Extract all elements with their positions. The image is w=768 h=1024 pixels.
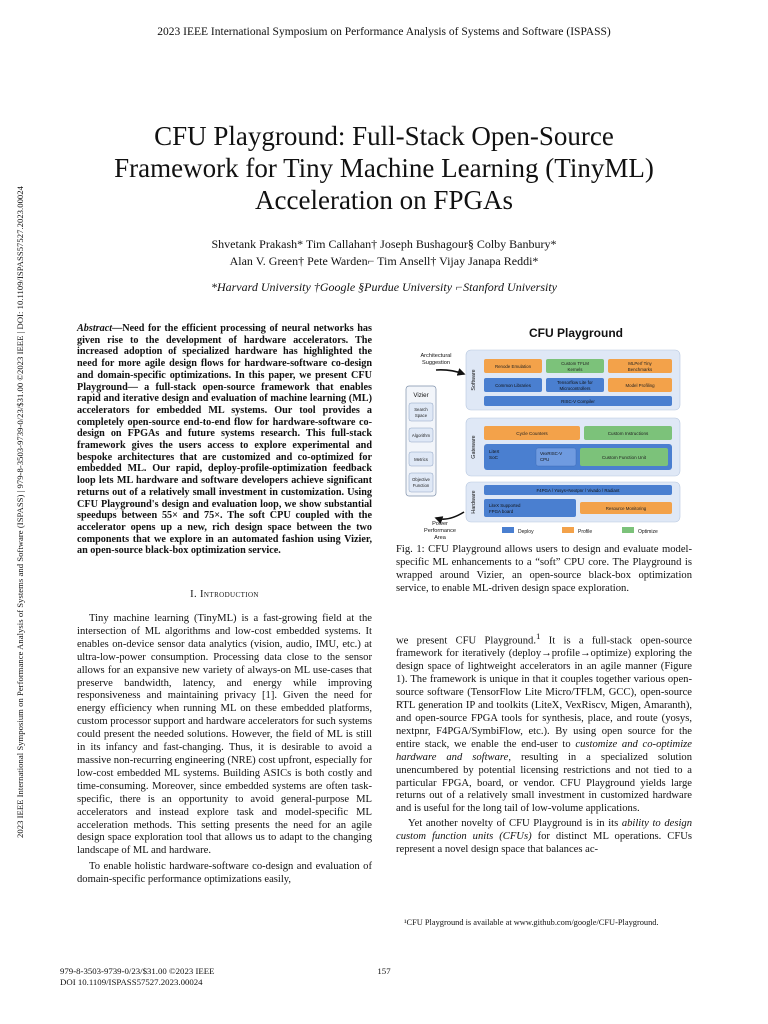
tflm-kernels-line-2: Kernels <box>567 367 583 372</box>
legend-swatch-profile <box>562 527 574 533</box>
model-profiling-label: Model Profiling <box>625 383 655 388</box>
abstract-lead: Abstract <box>77 323 113 334</box>
title-line-2: Framework for Tiny Machine Learning (TinyML) <box>114 153 654 183</box>
affiliations: *Harvard University †Google §Purdue University ⌐Stanford University <box>210 280 558 294</box>
intro-right-p2-emphasis: ability to design custom function units (CFUs) <box>396 818 692 843</box>
legend-swatch-deploy <box>502 527 514 533</box>
page-number: 157 <box>377 966 391 976</box>
intro-right-paragraph-1 <box>396 630 692 816</box>
legend-label-optimize: Optimize <box>638 529 658 535</box>
footnote-ref-1: 1 <box>535 631 541 641</box>
tflite-line-1: Tensorflow Lite for <box>557 380 593 385</box>
section-heading-introduction: I. Introduction <box>190 589 259 600</box>
litex-board-line-2: FPGA board <box>489 509 514 514</box>
vizier-algorithm-label: Algorithm <box>411 433 431 438</box>
figure-1-diagram <box>396 322 692 544</box>
vizier-search-space-line-1: Search <box>414 407 428 412</box>
figure-1 <box>396 322 692 544</box>
intro-right-column <box>396 630 692 859</box>
intro-paragraph-2: To enable holistic hardware-software co-design and evaluation of domain-specific performance optimizations easily, <box>77 861 372 886</box>
authors-line-2: Alan V. Green† Pete Warden⌐ Tim Ansell† Vijay Janapa Reddi* <box>229 254 539 268</box>
vizier-title: Vizier <box>413 392 429 399</box>
vizier-objective-line-2: Function <box>412 483 430 488</box>
paper-title <box>60 120 708 216</box>
intro-right-p2-a: Yet another novelty of CFU Playground is in its <box>408 818 622 830</box>
authors-line-1: Shvetank Prakash* Tim Callahan† Joseph Bushagour§ Colby Banbury* <box>211 237 557 251</box>
legend-label-deploy: Deploy <box>518 529 534 535</box>
toolchain-label: F4PGA / Yosys+Nextpnr / Vivado / Radiant <box>536 488 620 493</box>
intro-right-p1-a: we present CFU Playground. <box>396 635 536 647</box>
mlperf-line-1: MLPerf Tiny <box>628 361 652 366</box>
vizier-search-space-line-2: Space <box>414 413 428 418</box>
resource-monitoring-label: Resource Monitoring <box>605 506 647 511</box>
author-list <box>100 236 668 270</box>
figure-title: CFU Playground <box>528 326 624 340</box>
custom-instructions-label: Custom Instructions <box>607 431 649 436</box>
renode-label: Renode Emulation <box>494 364 532 369</box>
doi-side-strip <box>14 122 26 902</box>
intro-left-column <box>77 613 372 890</box>
abstract-text: —Need for the efficient processing of neural networks has given rise to the development of hardware accelerators. The increased adoption of specialized hardware has highlighted the need for more agile design flows for hardware-software co-design and domain-specific optimizations. In this paper, we present CFU Playground— a full-stack open-source framework that enables rapid and iterative design and evaluation of machine learning (ML) accelerators for embedded ML systems. Our tool provides a completely open-source end-to-end flow for hardware-software co-design on FPGAs and future systems research. This full-stack framework gives the users access to explore experimental and bespoke architectures that are customized and co-optimized for embedded ML. Our rapid, deploy-profile-optimization feedback loop lets ML hardware and software developers achieve significant returns out of a relatively small investment in customization. Using CFU Playground's design and evaluation loop, we show substantial speedups between 55× and 75×. The soft CPU coupled with the accelerator opens up a new, rich design space between the two components that we explore in an automated fashion using Vizier, an open-source black-box optimization service. <box>77 323 372 557</box>
power-label: Power <box>432 521 448 527</box>
intro-right-p1-emphasis: customize and co-optimize hardware and software <box>396 738 692 763</box>
intro-paragraph-1: Tiny machine learning (TinyML) is a fast-growing field at the intersection of ML algorithms and low-cost embedded systems. It enables on-device sensor data analytics (vision, audio, IMU, etc.) at ultra-low-power consumption. Processing data close to the sensor allows for an expansive new variety of always-on ML use-cases that preserve bandwidth, latency, and energy while improving responsiveness and maintaining privacy [1]. Given the need for energy efficiency when running ML on these embedded platforms, custom processor support and hardware accelerators for such systems could present the needed solutions. However, the field of ML is still in its infancy and fast-changing. Thus, it is desirable to avoid a massive non-recurring engineering (NRE) cost upfront, especially for low-cost embedded ML systems. Building ASICs is both costly and time-consuming. Moreover, since embedded systems are often task-specific, there is an opportunity to avoid general-purpose ML accelerators and instead explore task and model-specific ML acceleration methods. This setting presents the need for an agile design space exploration tool that allows us to adapt to the changing landscape of ML and hardware. <box>77 613 372 857</box>
area-label: Area <box>434 535 446 541</box>
vexriscv-line-2: CPU <box>540 457 550 462</box>
feedback-arrow-bottom <box>436 512 464 519</box>
vizier-search-space-box <box>409 403 433 421</box>
litex-soc-line-1: LiteX <box>489 449 500 454</box>
legend-swatch-optimize <box>622 527 634 533</box>
gateware-layer-label: Gateware <box>471 435 477 459</box>
intro-right-p1-c: , resulting in a specialized solution unencumbered by potential licensing restrictions and not tied to a particular FPGA, board, or vendor. CFU Playground yields large returns out of a relatively small investment in customized hardware and is useful for the long tail of low-volume applications. <box>396 751 692 815</box>
cycle-counters-label: Cycle Counters <box>516 431 548 436</box>
title-line-1: CFU Playground: Full-Stack Open-Source <box>154 121 614 151</box>
mlperf-line-2: Benchmarks <box>627 367 653 372</box>
litex-board-box <box>484 499 576 517</box>
cfu-label: Custom Function Unit <box>601 455 647 460</box>
vizier-metrics-label: Metrics <box>414 457 428 462</box>
footer-doi: DOI 10.1109/ISPASS57527.2023.00024 <box>60 976 203 987</box>
riscv-compiler-label: RISC-V Compiler <box>561 399 595 404</box>
footer-isbn: 979-8-3503-9739-0/23/$31.00 ©2023 IEEE <box>60 966 215 976</box>
arch-suggestion-line-2: Suggestion <box>422 360 450 366</box>
intro-right-paragraph-2 <box>396 818 692 857</box>
vizier-objective-line-1: Objective <box>412 477 430 482</box>
performance-label: Performance <box>423 528 457 534</box>
tflite-line-2: Microcontrollers <box>559 386 591 391</box>
abstract <box>77 323 372 557</box>
figure-1-caption: Fig. 1: CFU Playground allows users to design and evaluate model-specific ML enhancements to a “soft” CPU core. The Playground is wrapped around Vizier, an open-source black-box optimization service, to enable ML-driven design space exploration. <box>396 544 692 594</box>
litex-board-line-1: LiteX Supported <box>489 503 521 508</box>
software-layer-label: Software <box>471 369 477 391</box>
hardware-layer-label: Hardware <box>471 490 477 514</box>
intro-right-p1-b: It is a full-stack open-source framework for iteratively (deploy→profile→optimize) exploring the design space of lightweight accelerators in an agile manner (Figure 1). The framework is unique in that it couples together various open-source software (TensorFlow Lite Micro/TFLM, GCC), open-source RTL generation IP and toolkits (LiteX, VexRiscv, Migen, Amaranth), and open-source FPGA tools for synthesis, place, and route (yosys, nextpnr, F4PGA/SymbiFlow, etc.). By using open source for the entire stack, we enable the end-user to <box>396 635 692 750</box>
conference-header: 2023 IEEE International Symposium on Performance Analysis of Systems and Software (ISPASS) <box>157 26 611 38</box>
footer-publication-info <box>60 966 215 987</box>
litex-soc-line-2: SoC <box>489 455 498 460</box>
feedback-arrow-top <box>436 370 464 374</box>
title-line-3: Acceleration on FPGAs <box>255 185 513 215</box>
common-libraries-label: Common Libraries <box>495 383 531 388</box>
arch-suggestion-line-1: Architectural <box>420 353 452 359</box>
legend-label-profile: Profile <box>578 529 593 535</box>
doi-side-strip-text: 2023 IEEE International Symposium on Performance Analysis of Systems and Software (ISPASS) | 979-8-3503-9739-0/23/$31.00 ©2023 IEEE | DOI: 10.1109/ISPASS57527.2023.00024 <box>15 186 25 838</box>
tflm-kernels-line-1: Custom TFLM <box>561 361 589 366</box>
intro-right-p2-b: for distinct ML operations. CFUs represent a novel design space that balances ac- <box>396 831 692 856</box>
footnote-1: ¹CFU Playground is available at www.github.com/google/CFU-Playground. <box>404 918 659 927</box>
vexriscv-line-1: VexRISC-V <box>540 451 563 456</box>
